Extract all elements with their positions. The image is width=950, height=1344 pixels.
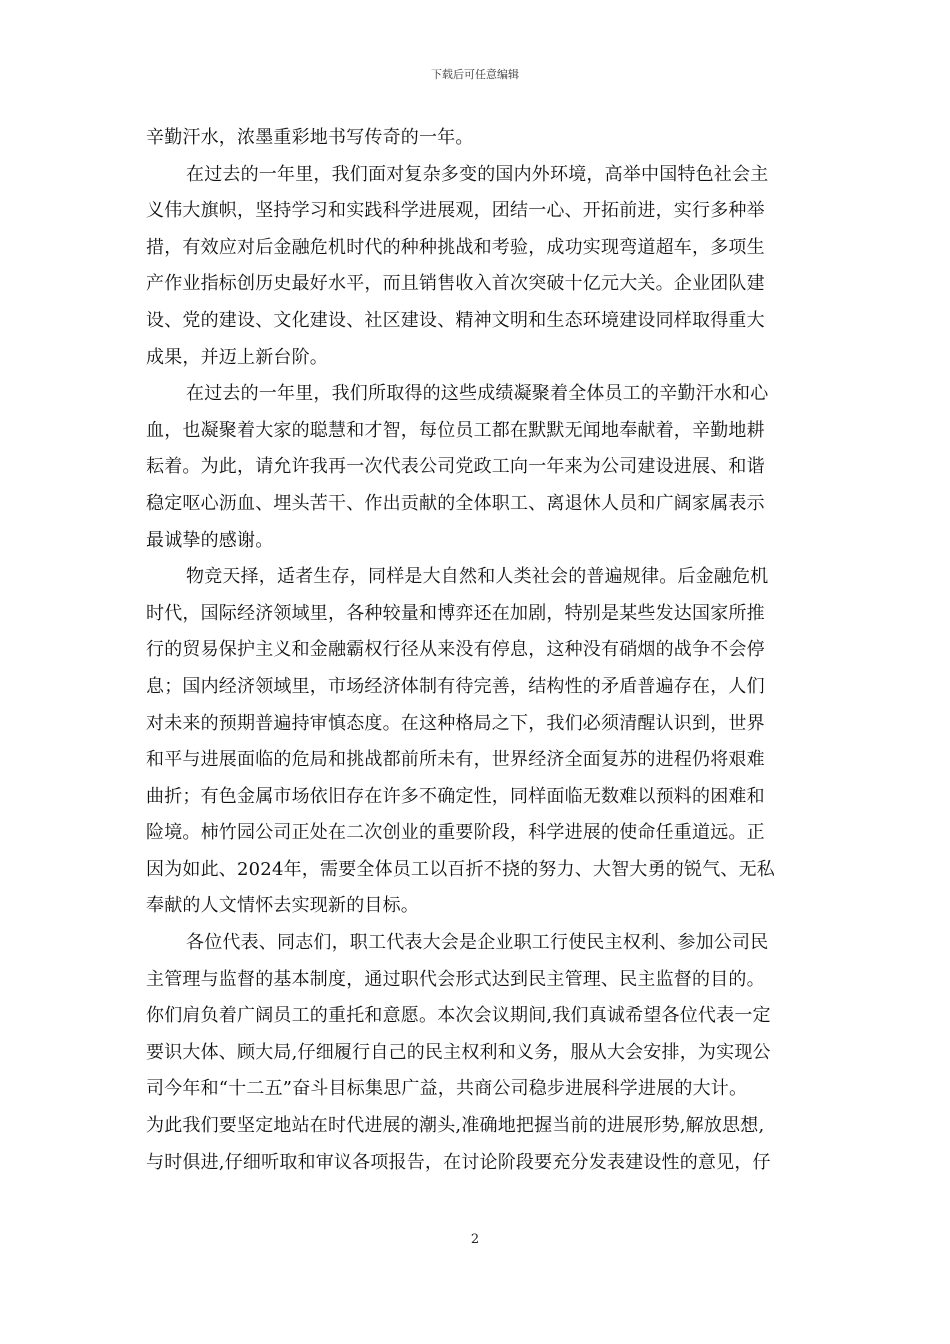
paragraph-line: 稳定呕心沥血、埋头苦干、作出贡献的全体职工、离退休人员和广阔家属表示 [146, 492, 765, 514]
paragraph-line: 险境。柿竹园公司正处在二次创业的重要阶段，科学进展的使命任重道远。正 [146, 822, 765, 844]
paragraph-line: 各位代表、同志们，职工代表大会是企业职工行使民主权利、参加公司民 [186, 932, 769, 954]
paragraph-line: 辛勤汗水，浓墨重彩地书写传奇的一年。 [146, 127, 474, 148]
paragraph-line: 息；国内经济领域里，市场经济体制有待完善，结构性的矛盾普遍存在，人们 [146, 675, 765, 697]
paragraph-line: 对未来的预期普遍持审慎态度。在这种格局之下，我们必须清醒认识到，世界 [146, 712, 765, 734]
paragraph-line: 行的贸易保护主义和金融霸权行径从来没有停息，这种没有硝烟的战争不会停 [146, 639, 765, 661]
paragraph-line: 设、党的建设、文化建设、社区建设、精神文明和生态环境建设同样取得重大 [146, 309, 765, 331]
paragraph-line: 时代，国际经济领域里，各种较量和博弈还在加剧，特别是某些发达国家所推 [146, 602, 765, 624]
paragraph-line: 和平与进展面临的危局和挑战都前所未有，世界经济全面复苏的进程仍将艰难 [146, 749, 765, 771]
paragraph-line: 要识大体、顾大局,仔细履行自己的民主权利和义务，服从大会安排，为实现公 [146, 1041, 771, 1063]
page-number: 2 [470, 1232, 480, 1247]
paragraph-line: 主管理与监督的基本制度，通过职代会形式达到民主管理、民主监督的目的。 [146, 968, 765, 990]
document-body [146, 120, 806, 1181]
paragraph-line: 物竞天择，适者生存，同样是大自然和人类社会的普遍规律。后金融危机 [186, 566, 769, 588]
paragraph-line: 在过去的一年里，我们所取得的这些成绩凝聚着全体员工的辛勤汗水和心 [186, 383, 769, 405]
paragraph-line: 与时俱进,仔细听取和审议各项报告，在讨论阶段要充分发表建设性的意见，仔 [146, 1151, 771, 1173]
page-header: 下载后可任意编辑 [431, 68, 519, 81]
paragraph-line: 曲折；有色金属市场依旧存在许多不确定性，同样面临无数难以预料的困难和 [146, 785, 765, 807]
paragraph-line: 措，有效应对后金融危机时代的种种挑战和考验，成功实现弯道超车，多项生 [146, 236, 765, 258]
paragraph-line: 义伟大旗帜，坚持学习和实践科学进展观，团结一心、开拓前进，实行多种举 [146, 200, 765, 222]
paragraph-line: 成果，并迈上新台阶。 [146, 346, 328, 368]
paragraph-line: 奉献的人文情怀去实现新的目标。 [146, 895, 419, 917]
paragraph-line: 血，也凝聚着大家的聪慧和才智，每位员工都在默默无闻地奉献着，辛勤地耕 [146, 419, 765, 441]
paragraph-line: 产作业指标创历史最好水平，而且销售收入首次突破十亿元大关。企业团队建 [146, 273, 765, 295]
paragraph-line: 为此我们要坚定地站在时代进展的潮头,准确地把握当前的进展形势,解放思想, [146, 1115, 765, 1137]
paragraph-line: 在过去的一年里，我们面对复杂多变的国内外环境，高举中国特色社会主 [186, 163, 769, 185]
paragraph-line: 司今年和“十二五”奋斗目标集思广益，共商公司稳步进展科学进展的大计。 [146, 1078, 748, 1100]
paragraph-line: 最诚挚的感谢。 [146, 529, 274, 551]
paragraph-line: 你们肩负着广阔员工的重托和意愿。本次会议期间,我们真诚希望各位代表一定 [146, 1005, 771, 1027]
paragraph-line: 因为如此、2024年，需要全体员工以百折不挠的努力、大智大勇的锐气、无私 [146, 858, 776, 880]
paragraph-line: 耘着。为此，请允许我再一次代表公司党政工向一年来为公司建设进展、和谐 [146, 456, 765, 478]
